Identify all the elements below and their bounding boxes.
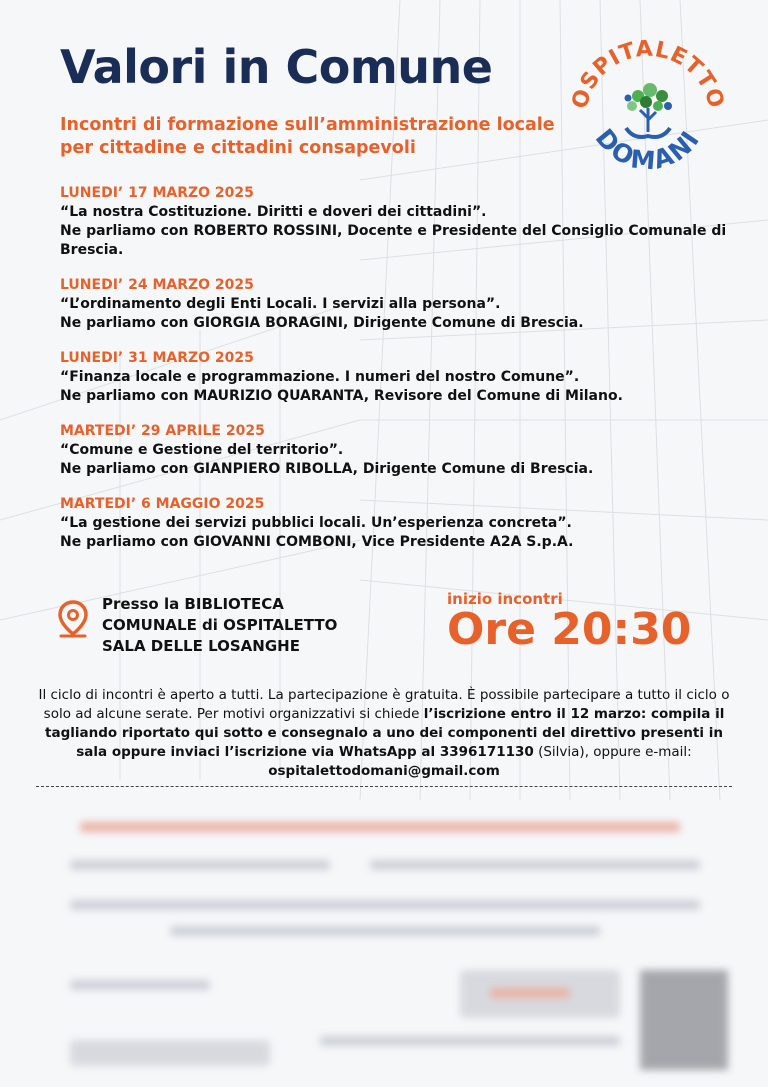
registration-info (30, 686, 738, 781)
location-pin-icon (58, 600, 88, 638)
venue-block (58, 594, 337, 657)
venue-line-1: Presso la BIBLIOTECA (102, 595, 284, 613)
tree-hands-icon (625, 83, 673, 137)
event-speaker: Ne parliamo con MAURIZIO QUARANTA, Revisore del Comune di Milano. (60, 388, 623, 404)
event-speaker: Ne parliamo con GIOVANNI COMBONI, Vice Presidente A2A S.p.A. (60, 534, 574, 550)
event-speaker: Ne parliamo con GIORGIA BORAGINI, Dirigente Comune di Brescia. (60, 315, 584, 331)
page-title: Valori in Comune (60, 40, 493, 94)
svg-text:DOMANI: DOMANI (589, 123, 706, 176)
venue-line-3: SALA DELLE LOSANGHE (102, 637, 300, 655)
registration-coupon-blurred (0, 800, 768, 1087)
event-title: “La nostra Costituzione. Diritti e doveri dei cittadini”. (60, 204, 487, 220)
event-item (60, 184, 750, 260)
event-date: LUNEDI’ 17 MARZO 2025 (60, 185, 254, 201)
events-list (60, 184, 750, 568)
event-date: MARTEDI’ 29 APRILE 2025 (60, 423, 265, 439)
event-item (60, 422, 750, 479)
event-item (60, 349, 750, 406)
start-time: Ore 20:30 (447, 604, 692, 655)
event-speaker: Ne parliamo con ROBERTO ROSSINI, Docente e Presidente del Consiglio Comunale di Brescia. (60, 223, 727, 258)
info-registration-deadline: l’iscrizione entro il 12 marzo: compila il tagliando riportato qui sotto e consegnalo a uno dei componenti del direttivo presenti in sala oppure inviaci l’iscrizione via WhatsApp al 3396171130 (45, 706, 725, 760)
event-date: LUNEDI’ 24 MARZO 2025 (60, 277, 254, 293)
page-subtitle: Incontri di formazione sull’amministrazione locale per cittadine e cittadini consapevoli (60, 115, 555, 158)
event-item (60, 495, 750, 552)
event-date: MARTEDI’ 6 MAGGIO 2025 (60, 496, 265, 512)
ospitaletto-domani-logo (568, 40, 728, 180)
contact-email: ospitalettodomani@gmail.com (268, 763, 500, 779)
event-title: “Comune e Gestione del territorio”. (60, 442, 344, 458)
event-item (60, 276, 750, 333)
cut-line-divider (36, 786, 732, 787)
svg-text:OSPITALETTO: OSPITALETTO (568, 40, 728, 112)
info-text: Il ciclo di incontri è aperto a tutti. La partecipazione è gratuita. È possibile partecipare a tutto il ciclo o solo ad alcune serate. Per motivi organizzativi si chiede (38, 687, 730, 722)
event-title: “Finanza locale e programmazione. I numeri del nostro Comune”. (60, 369, 580, 385)
info-contact-text: (Silvia), oppure e-mail: (533, 744, 692, 760)
event-speaker: Ne parliamo con GIANPIERO RIBOLLA, Dirigente Comune di Brescia. (60, 461, 594, 477)
event-title: “L’ordinamento degli Enti Locali. I servizi alla persona”. (60, 296, 501, 312)
event-title: “La gestione dei servizi pubblici locali. Un’esperienza concreta”. (60, 515, 572, 531)
venue-line-2: COMUNALE di OSPITALETTO (102, 616, 338, 634)
start-label: inizio incontri (447, 590, 563, 608)
event-date: LUNEDI’ 31 MARZO 2025 (60, 350, 254, 366)
